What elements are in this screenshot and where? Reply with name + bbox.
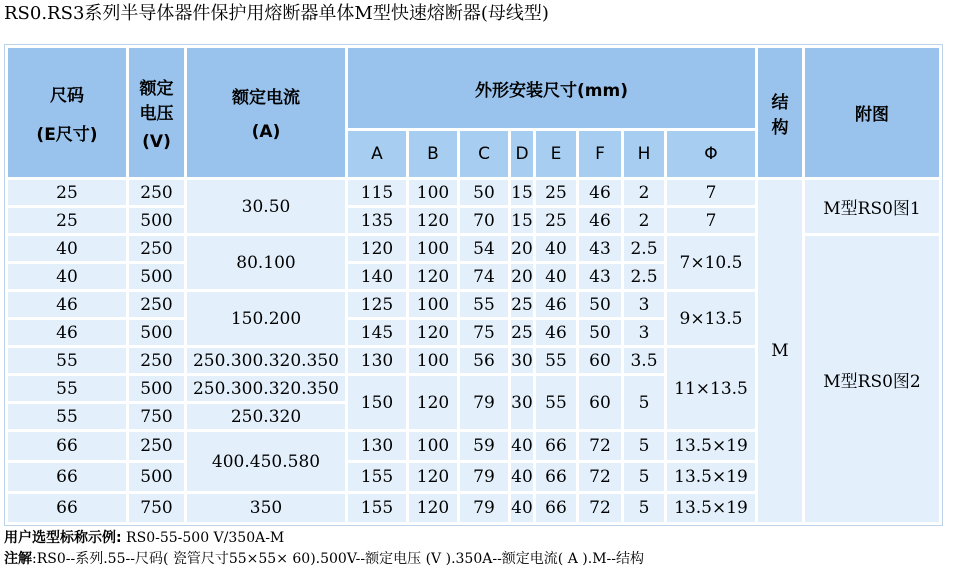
cell-D: 15 (511, 180, 533, 205)
subheader-E: E (536, 131, 576, 177)
subheader-C: C (460, 131, 508, 177)
cell-F: 43 (579, 236, 621, 261)
header-voltage (129, 48, 184, 177)
cell-A: 155 (348, 494, 406, 522)
cell-D: 30 (511, 376, 533, 429)
cell-phi: 11×13.5 (667, 348, 755, 429)
cell-E: 46 (536, 320, 576, 345)
note-line (4, 549, 644, 570)
cell-A: 155 (348, 463, 406, 491)
example-text: RS0-55-500 V/350A-M (121, 530, 285, 546)
cell-C: 79 (460, 376, 508, 429)
cell-C: 74 (460, 264, 508, 289)
cell-size: 55 (8, 348, 126, 373)
cell-D: 40 (511, 494, 533, 522)
cell-A: 145 (348, 320, 406, 345)
cell-B: 100 (409, 236, 457, 261)
cell-E: 55 (536, 376, 576, 429)
cell-B: 100 (409, 292, 457, 317)
cell-B: 120 (409, 264, 457, 289)
cell-E: 66 (536, 494, 576, 522)
cell-phi: 7×10.5 (667, 236, 755, 289)
cell-phi: 13.5×19 (667, 494, 755, 522)
cell-E: 66 (536, 432, 576, 460)
cell-A: 120 (348, 236, 406, 261)
cell-D: 20 (511, 236, 533, 261)
cell-A: 135 (348, 208, 406, 233)
cell-H: 3 (624, 320, 664, 345)
cell-size: 25 (8, 180, 126, 205)
cell-E: 25 (536, 208, 576, 233)
header-current-unit: (A) (251, 122, 281, 142)
cell-H: 3 (624, 292, 664, 317)
header-voltage-unit: (V) (142, 131, 171, 152)
cell-voltage: 250 (129, 292, 184, 317)
cell-H: 5 (624, 463, 664, 491)
header-structure-l2: 构 (771, 117, 789, 138)
cell-structure: M (758, 180, 802, 522)
cell-H: 5 (624, 494, 664, 522)
cell-size: 55 (8, 404, 126, 429)
cell-A: 140 (348, 264, 406, 289)
cell-size: 55 (8, 376, 126, 401)
cell-current: 150.200 (187, 292, 345, 345)
cell-C: 55 (460, 292, 508, 317)
cell-H: 2.5 (624, 236, 664, 261)
cell-size: 46 (8, 292, 126, 317)
subheader-H: H (624, 131, 664, 177)
cell-E: 25 (536, 180, 576, 205)
cell-current: 250.300.320.350 (187, 348, 345, 373)
header-current-label: 额定电流 (232, 88, 300, 108)
cell-F: 72 (579, 494, 621, 522)
header-structure-l1: 结 (771, 92, 789, 113)
subheader-D: D (511, 131, 533, 177)
cell-size: 40 (8, 236, 126, 261)
cell-voltage: 750 (129, 494, 184, 522)
note-label: 注解 (4, 551, 32, 567)
cell-current: 30.50 (187, 180, 345, 233)
cell-B: 120 (409, 463, 457, 491)
cell-current: 250.320 (187, 404, 345, 429)
cell-E: 66 (536, 463, 576, 491)
cell-figure-1: M型RS0图1 (805, 180, 939, 233)
cell-voltage: 500 (129, 208, 184, 233)
cell-phi: 7 (667, 180, 755, 205)
cell-A: 150 (348, 376, 406, 429)
cell-B: 120 (409, 320, 457, 345)
cell-C: 79 (460, 494, 508, 522)
header-figure: 附图 (805, 48, 939, 177)
cell-current: 350 (187, 494, 345, 522)
cell-H: 2 (624, 180, 664, 205)
cell-C: 54 (460, 236, 508, 261)
cell-size: 25 (8, 208, 126, 233)
cell-size: 66 (8, 494, 126, 522)
cell-B: 100 (409, 180, 457, 205)
cell-C: 79 (460, 463, 508, 491)
subheader-A: A (348, 131, 406, 177)
cell-phi: 13.5×19 (667, 432, 755, 460)
cell-E: 55 (536, 348, 576, 373)
cell-B: 120 (409, 208, 457, 233)
cell-B: 100 (409, 348, 457, 373)
table-row (8, 180, 939, 205)
cell-C: 59 (460, 432, 508, 460)
header-current (187, 48, 345, 177)
cell-C: 75 (460, 320, 508, 345)
header-dimensions: 外形安装尺寸(mm) (348, 48, 755, 128)
cell-voltage: 750 (129, 404, 184, 429)
header-size (8, 48, 126, 177)
header-structure (758, 48, 802, 177)
cell-D: 25 (511, 320, 533, 345)
cell-A: 115 (348, 180, 406, 205)
cell-voltage: 500 (129, 320, 184, 345)
cell-E: 40 (536, 236, 576, 261)
header-voltage-l2: 电压 (139, 103, 174, 124)
cell-voltage: 250 (129, 236, 184, 261)
header-size-label: 尺码 (50, 85, 84, 106)
cell-H: 5 (624, 432, 664, 460)
page-title: RS0.RS3系列半导体器件保护用熔断器单体M型快速熔断器(母线型) (4, 3, 549, 24)
header-voltage-l1: 额定 (139, 78, 174, 99)
cell-F: 50 (579, 292, 621, 317)
cell-size: 66 (8, 432, 126, 460)
example-line (4, 528, 644, 549)
cell-D: 15 (511, 208, 533, 233)
cell-B: 100 (409, 432, 457, 460)
notes (4, 528, 644, 570)
cell-size: 46 (8, 320, 126, 345)
subheader-phi: Φ (667, 131, 755, 177)
cell-F: 43 (579, 264, 621, 289)
cell-D: 40 (511, 463, 533, 491)
cell-H: 5 (624, 376, 664, 429)
cell-voltage: 250 (129, 432, 184, 460)
cell-F: 46 (579, 180, 621, 205)
cell-current: 250.300.320.350 (187, 376, 345, 401)
cell-phi: 9×13.5 (667, 292, 755, 345)
cell-C: 56 (460, 348, 508, 373)
cell-size: 66 (8, 463, 126, 491)
cell-H: 3.5 (624, 348, 664, 373)
cell-F: 60 (579, 348, 621, 373)
note-text: :RS0--系列.55--尺码( 瓷管尺寸55×55× 60).500V--额定电压 (V ).350A--额定电流( A ).M--结构 (32, 551, 644, 567)
cell-C: 50 (460, 180, 508, 205)
cell-phi: 7 (667, 208, 755, 233)
header-size-sub: (E尺寸) (36, 124, 98, 145)
cell-E: 40 (536, 264, 576, 289)
cell-B: 120 (409, 494, 457, 522)
cell-F: 60 (579, 376, 621, 429)
subheader-F: F (579, 131, 621, 177)
cell-A: 125 (348, 292, 406, 317)
cell-A: 130 (348, 348, 406, 373)
cell-E: 46 (536, 292, 576, 317)
cell-size: 40 (8, 264, 126, 289)
cell-voltage: 500 (129, 463, 184, 491)
cell-H: 2.5 (624, 264, 664, 289)
cell-H: 2 (624, 208, 664, 233)
cell-figure-2: M型RS0图2 (805, 236, 939, 522)
cell-voltage: 250 (129, 180, 184, 205)
cell-F: 72 (579, 463, 621, 491)
cell-voltage: 250 (129, 348, 184, 373)
cell-D: 20 (511, 264, 533, 289)
cell-F: 72 (579, 432, 621, 460)
cell-phi: 13.5×19 (667, 463, 755, 491)
cell-voltage: 500 (129, 264, 184, 289)
example-label: 用户选型标称示例: (4, 530, 122, 546)
cell-D: 40 (511, 432, 533, 460)
subheader-B: B (409, 131, 457, 177)
cell-F: 50 (579, 320, 621, 345)
cell-D: 25 (511, 292, 533, 317)
cell-C: 70 (460, 208, 508, 233)
cell-B: 120 (409, 376, 457, 429)
fuse-spec-table (4, 44, 943, 526)
cell-current: 400.450.580 (187, 432, 345, 491)
cell-F: 46 (579, 208, 621, 233)
cell-D: 30 (511, 348, 533, 373)
cell-A: 130 (348, 432, 406, 460)
cell-voltage: 500 (129, 376, 184, 401)
cell-current: 80.100 (187, 236, 345, 289)
